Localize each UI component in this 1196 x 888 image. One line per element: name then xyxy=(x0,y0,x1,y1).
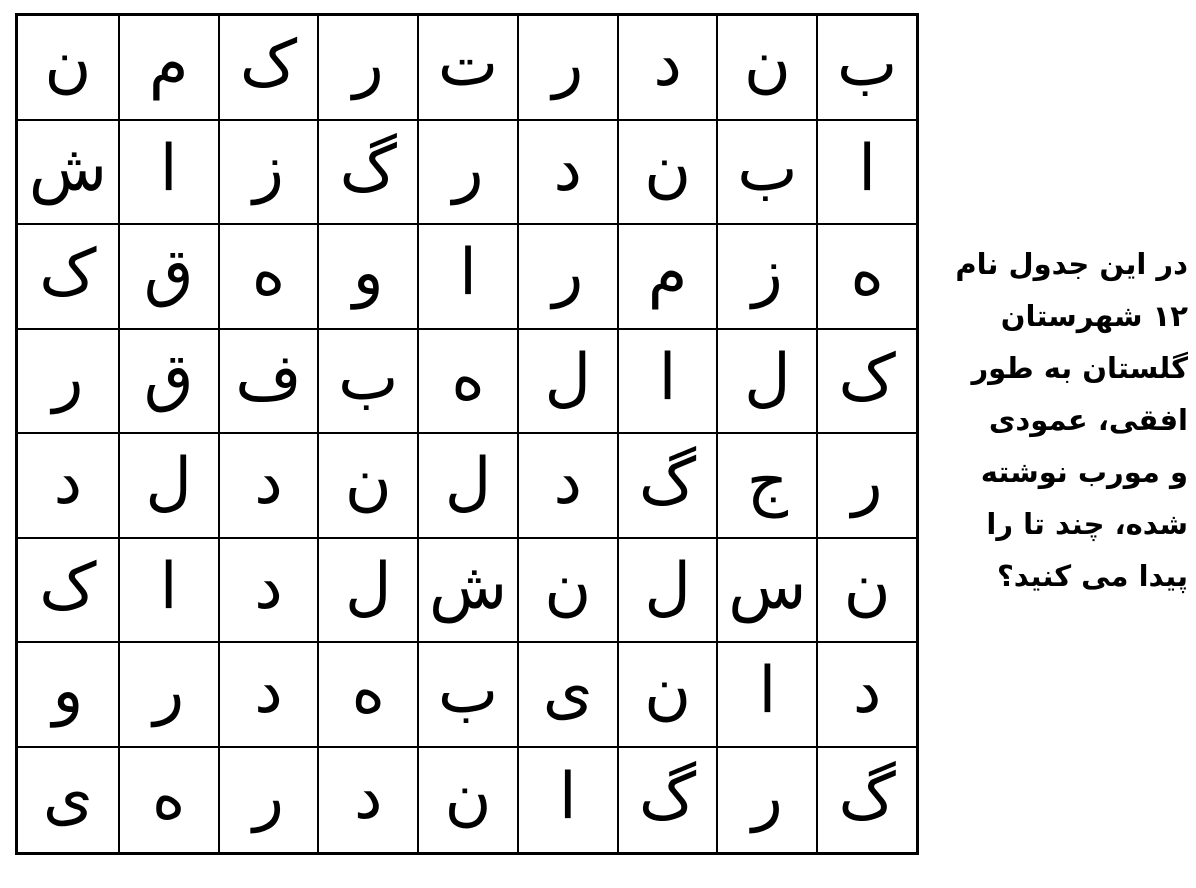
instructions-line: گلستان به طور xyxy=(971,351,1188,385)
grid-cell: د xyxy=(617,16,717,121)
grid-cell: ل xyxy=(517,330,617,435)
grid-cell: ب xyxy=(816,16,916,121)
grid-cell: ی xyxy=(517,643,617,748)
grid-cell: ب xyxy=(716,121,816,226)
grid-cell: ر xyxy=(716,748,816,853)
grid-cell: د xyxy=(218,643,318,748)
grid-cell: ن xyxy=(617,643,717,748)
grid-cell: د xyxy=(317,748,417,853)
grid-cell: ل xyxy=(317,539,417,644)
grid-cell: د xyxy=(218,539,318,644)
grid-cell: د xyxy=(517,434,617,539)
grid-cell: م xyxy=(118,16,218,121)
grid-cell: ه xyxy=(218,225,318,330)
grid-cell: ت xyxy=(417,16,517,121)
grid-cell: گ xyxy=(317,121,417,226)
grid-cell: و xyxy=(18,643,118,748)
grid-cell: ر xyxy=(517,16,617,121)
grid-cell: ا xyxy=(816,121,916,226)
grid-cell: ر xyxy=(517,225,617,330)
grid-cell: ز xyxy=(716,225,816,330)
grid-cell: ل xyxy=(617,539,717,644)
grid-cell: ج xyxy=(716,434,816,539)
grid-cell: ن xyxy=(417,748,517,853)
grid-cell: ه xyxy=(118,748,218,853)
instructions-line: در این جدول نام xyxy=(955,247,1188,281)
grid-cell: ن xyxy=(317,434,417,539)
grid-cell: ن xyxy=(517,539,617,644)
grid-cell: ش xyxy=(18,121,118,226)
grid-cell: ز xyxy=(218,121,318,226)
grid-cell: ه xyxy=(317,643,417,748)
grid-cell: ق xyxy=(118,225,218,330)
grid-cell: د xyxy=(517,121,617,226)
grid-cell: د xyxy=(18,434,118,539)
grid-cell: ن xyxy=(18,16,118,121)
grid-cell: ل xyxy=(118,434,218,539)
grid-cell: ن xyxy=(716,16,816,121)
grid-cell: ر xyxy=(18,330,118,435)
grid-cell: ا xyxy=(617,330,717,435)
grid-cell: د xyxy=(816,643,916,748)
grid-cell: ا xyxy=(517,748,617,853)
grid-cell: ق xyxy=(118,330,218,435)
grid-cell: گ xyxy=(617,434,717,539)
grid-cell: گ xyxy=(816,748,916,853)
grid-cell: م xyxy=(617,225,717,330)
grid-cell: ب xyxy=(317,330,417,435)
grid-cell: ن xyxy=(816,539,916,644)
instructions-line: افقی، عمودی xyxy=(988,403,1188,437)
grid-cell: ن xyxy=(617,121,717,226)
grid-cell: ش xyxy=(417,539,517,644)
grid-cell: ل xyxy=(417,434,517,539)
grid-cell: ر xyxy=(317,16,417,121)
grid-cell: د xyxy=(218,434,318,539)
grid-cell: ک xyxy=(18,225,118,330)
grid-cell: ه xyxy=(816,225,916,330)
grid-cell: ر xyxy=(218,748,318,853)
grid-cell: ک xyxy=(18,539,118,644)
grid-cell: ی xyxy=(42,759,93,834)
grid-cell: ف xyxy=(218,330,318,435)
grid-cell: ا xyxy=(716,643,816,748)
grid-cell: ب xyxy=(417,643,517,748)
grid-cell: ه xyxy=(417,330,517,435)
instructions-line: و مورب نوشته xyxy=(980,455,1188,489)
grid-cell: ل xyxy=(716,330,816,435)
word-search-grid xyxy=(15,13,919,855)
grid-cell: ا xyxy=(417,225,517,330)
grid-cell: ر xyxy=(118,643,218,748)
instructions-line: ۱۲ شهرستان xyxy=(1000,299,1188,333)
puzzle-instructions xyxy=(930,238,1188,602)
grid-cell: ا xyxy=(118,121,218,226)
grid-cell: ک xyxy=(816,330,916,435)
instructions-line: شده، چند تا را xyxy=(986,507,1188,541)
grid-cell: ک xyxy=(218,16,318,121)
grid-cell: ر xyxy=(816,434,916,539)
instructions-line: پیدا می کنید؟ xyxy=(996,559,1188,593)
grid-cell: گ xyxy=(617,748,717,853)
grid-cell: س xyxy=(716,539,816,644)
grid-cell: و xyxy=(317,225,417,330)
grid-cell: ا xyxy=(118,539,218,644)
grid-cell: ر xyxy=(417,121,517,226)
